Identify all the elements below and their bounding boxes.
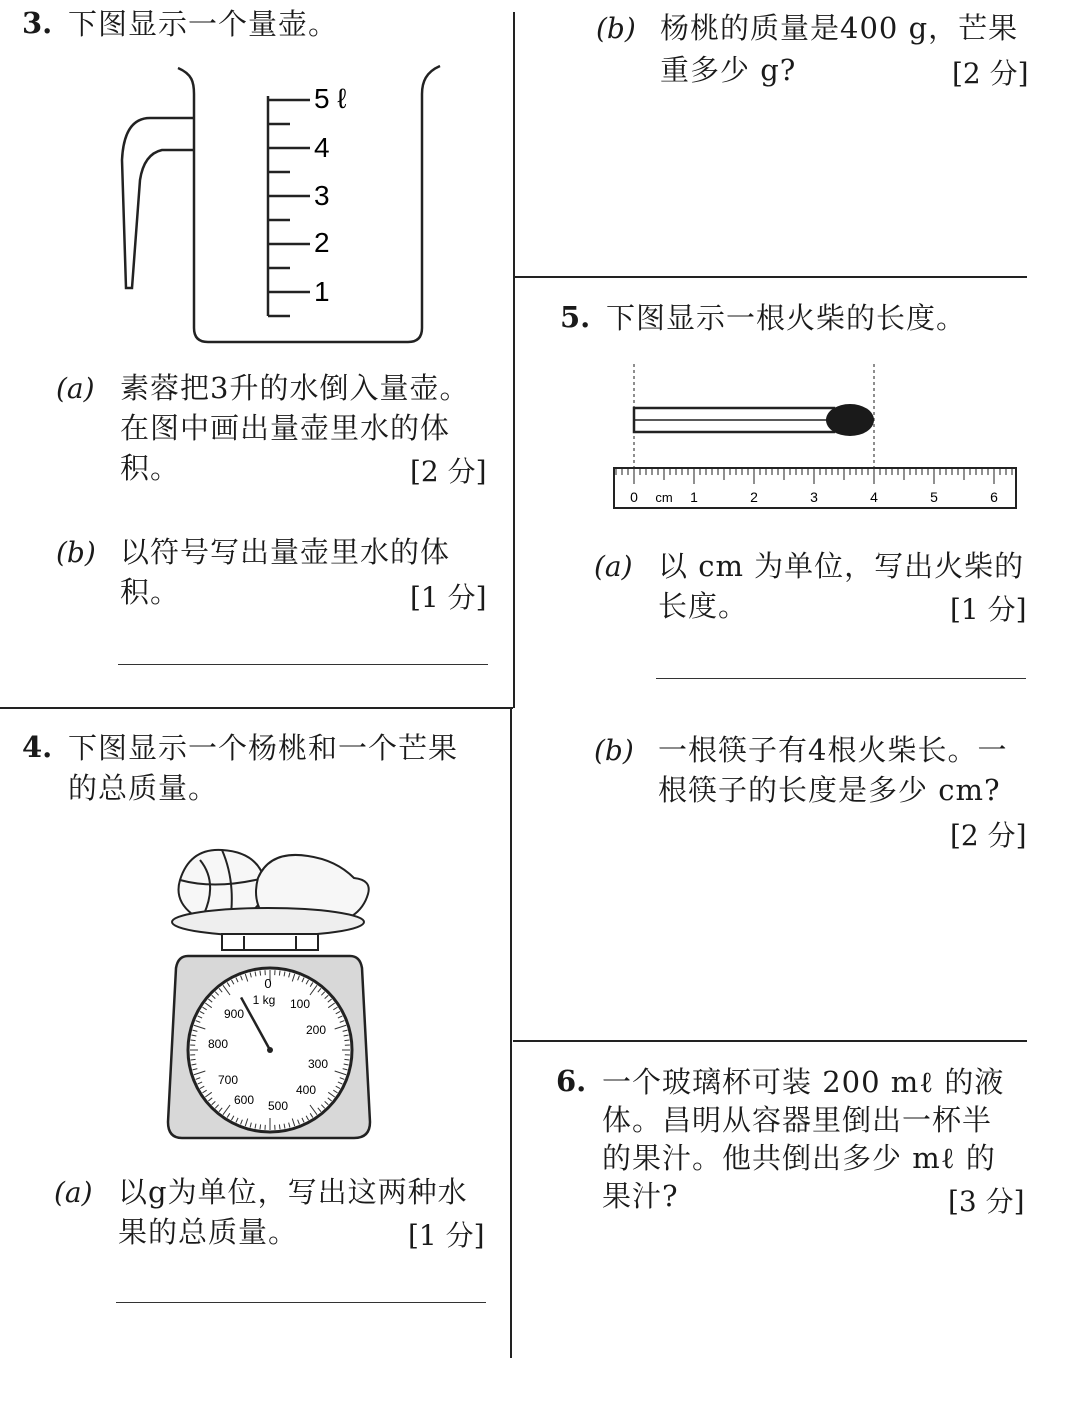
q3a-label: (a) [56,372,95,405]
q3a-line3: 积。 [120,451,181,485]
ruler-label-2: 2 [750,489,758,505]
dial-tick [260,1124,261,1129]
q5-number: 5. [560,300,591,334]
jug-label-1: 1 [314,276,330,307]
ruler-label-3: 3 [810,489,818,505]
row-divider-q5-q6 [513,1040,1027,1042]
column-divider-left-lower [510,708,512,1358]
q5b-line1: 一根筷子有4根火柴长。一 [658,733,1008,767]
ruler-label-0: 0 [630,489,638,505]
dial-tick [344,1040,349,1041]
q3a-line2: 在图中画出量壶里水的体 [120,411,451,445]
dial-label-100: 100 [289,997,311,1011]
ruler-label-1: 1 [690,489,698,505]
q6-line2: 体。昌明从容器里倒出一杯半 [602,1103,993,1137]
q4b-line1: 杨桃的质量是400 g，芒果 [660,11,1019,45]
jug-label-3: 3 [314,180,330,211]
q6-marks: [3 分] [948,1185,1025,1218]
dial-tick [191,1059,196,1060]
q3-number: 3. [22,6,53,40]
q4-line2: 的总质量。 [68,771,219,805]
ruler-label-cm: cm [655,490,673,505]
dial-label-400: 400 [295,1083,317,1097]
dial-tick [279,1124,280,1129]
q3b-label: (b) [56,536,96,569]
q4b-label: (b) [596,12,636,45]
q5b-line2: 根筷子的长度是多少 cm? [658,773,1001,807]
q3b-line2: 积。 [120,575,181,609]
q5b-label: (b) [594,734,634,767]
q4-line1: 下图显示一个杨桃和一个芒果 [68,731,459,765]
q4a-label: (a) [54,1176,93,1209]
q3-prompt: 下图显示一个量壶。 [68,7,339,41]
ruler-label-6: 6 [990,489,998,505]
match-head [826,404,874,436]
dial-label-200: 200 [305,1023,327,1037]
row-divider-q3-q4 [0,707,513,709]
column-divider-left [513,12,515,708]
dial-label-600: 600 [233,1093,255,1107]
q5b-marks: [2 分] [950,819,1027,852]
match-and-ruler [608,356,1024,512]
q3b-marks: [1 分] [410,581,487,614]
q6-line4: 果汁? [602,1179,679,1213]
dial-label-500: 500 [267,1099,289,1113]
dial-tick [191,1040,196,1041]
q4a-line1: 以g为单位，写出这两种水 [118,1175,468,1209]
measuring-jug [110,60,450,350]
dial-label-900: 900 [223,1007,245,1021]
q5a-line1: 以 cm 为单位，写出火柴的 [658,549,1025,583]
ruler-label-5: 5 [930,489,938,505]
q5a-label: (a) [594,550,633,583]
dial-label-800: 800 [207,1037,229,1051]
kitchen-scale [160,838,380,1143]
q4b-line2: 重多少 g? [660,53,797,87]
row-divider-q4b-q5 [515,276,1027,278]
q4a-line2: 果的总质量。 [118,1215,299,1249]
dial-label-700: 700 [217,1073,239,1087]
q4-number: 4. [22,730,53,764]
dial-tick [279,971,280,976]
ruler-label-4: 4 [870,489,878,505]
jug-label-2: 2 [314,227,330,258]
q3b-line1: 以符号写出量壶里水的体 [120,535,451,569]
dial-label-300: 300 [307,1057,329,1071]
q6-line3: 的果汁。他共倒出多少 mℓ 的 [602,1141,996,1175]
jug-label-5: 5 ℓ [314,83,347,114]
q5a-marks: [1 分] [950,593,1027,626]
dial-unit-label: 1 kg [252,993,276,1007]
q3a-marks: [2 分] [410,455,487,488]
q5-prompt: 下图显示一根火柴的长度。 [606,301,967,335]
q4a-answer-line[interactable] [116,1302,486,1303]
dial-zero-label: 0 [264,976,272,991]
jug-handle [122,118,194,288]
q3b-answer-line[interactable] [118,664,488,665]
q5a-line2: 长度。 [658,589,749,623]
q6-number: 6. [556,1064,587,1098]
q3a-line1: 素蓉把3升的水倒入量壶。 [120,371,470,405]
q4b-marks: [2 分] [952,57,1029,90]
q4a-marks: [1 分] [408,1219,485,1252]
q5a-answer-line[interactable] [656,678,1026,679]
jug-body [178,66,440,342]
jug-label-4: 4 [314,132,330,163]
matchstick [634,404,874,436]
dial-tick [344,1059,349,1060]
q6-line1: 一个玻璃杯可装 200 mℓ 的液 [602,1065,1005,1099]
dial-tick [260,971,261,976]
